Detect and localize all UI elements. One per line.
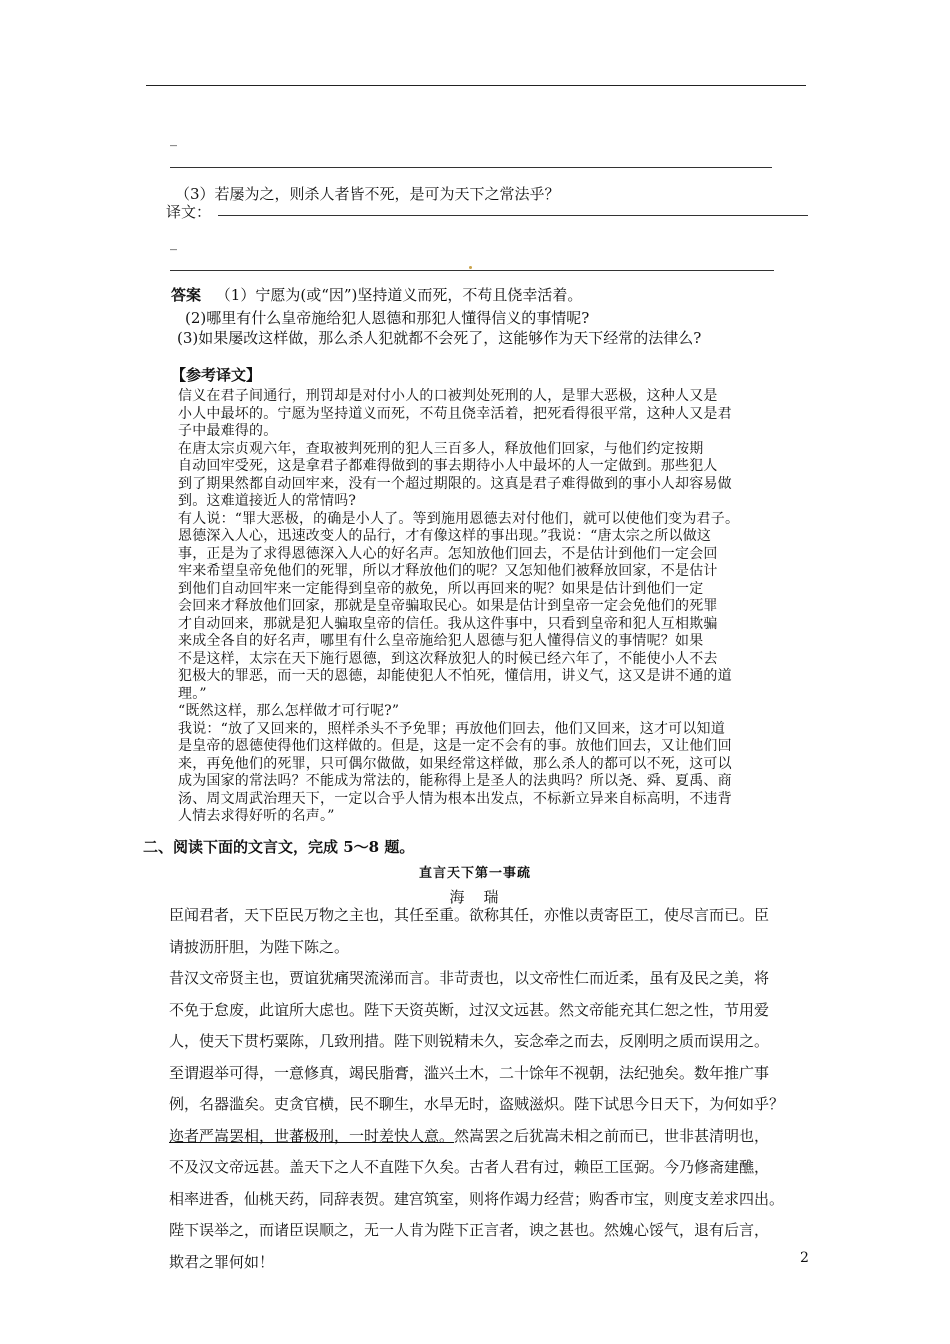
- answer-2: (2)哪里有什么皇帝施给犯人恩德和那犯人懂得信义的事情呢?: [185, 309, 590, 327]
- article-line: 人，使天下贯朽粟陈，几致刑措。陛下则锐精未久，妄念牵之而去，反刚明之质而误用之。: [169, 1032, 770, 1050]
- reference-line: 牢来希望皇帝免他们的死罪，所以才释放他们的呢？又怎知他们被释放回家，不是估计: [178, 563, 718, 579]
- question-3: （3）若屡为之，则杀人者皆不死，是可为天下之常法乎？: [175, 185, 560, 203]
- reference-line: “既然这样，那么怎样做才可行呢?”: [178, 703, 400, 719]
- reference-text: [178, 388, 818, 826]
- reference-line: 子中最难得的。: [178, 423, 278, 439]
- underlined-sentence: 迩者严嵩罢相，世蕃极刑，一时差快人意。: [169, 1126, 455, 1145]
- reference-line: 在唐太宗贞观六年，查取被判死刑的犯人三百多人，释放他们回家，与他们约定按期: [178, 440, 704, 457]
- reference-line: 事，正是为了求得恩德深入人心的好名声。怎知放他们回去，不是估计到他们一定会回: [178, 545, 718, 562]
- blank-dash: _: [170, 131, 177, 147]
- reference-heading: 【参考译文】: [171, 366, 262, 384]
- reference-line: 小人中最坏的。宁愿为坚持道义而死，不苟且侥幸活着，把死看得很平常，这种人又是君: [178, 405, 732, 422]
- article-line: 不免于怠废，此谊所大虑也。陛下天资英断，过汉文远甚。然文帝能充其仁恕之性，节用爱: [169, 1000, 770, 1019]
- article-line: 例，名器滥矣。吏贪官横，民不聊生，水旱无时，盗贼滋炽。陛下试思今日天下，为何如乎？: [169, 1095, 785, 1113]
- reference-line: 信义在君子间通行，刑罚却是对付小人的口被判处死刑的人，是罪大恶极，这种人又是: [178, 388, 718, 404]
- reference-line: 自动回牢受死，这是拿君子都难得做到的事去期待小人中最坏的人一定做到。那些犯人: [178, 458, 718, 474]
- reference-line: 来成全各自的好名声，哪里有什么皇帝施给犯人恩德与犯人懂得信义的事情呢？如果: [178, 633, 704, 649]
- answer-3: (3)如果屡改这样做，那么杀人犯就都不会死了，这能够作为天下经常的法律么?: [177, 329, 702, 347]
- blank-dash-2: _: [170, 235, 177, 251]
- reference-line: 犯极大的罪恶，而一天的恩德，却能使犯人不怕死，懂信用，讲义气，这又是讲不通的道: [178, 668, 732, 684]
- reference-line: 到他们自动回牢来一定能得到皇帝的赦免，所以再回来的呢？如果是估计到他们一定: [178, 580, 704, 597]
- article-title: 直言天下第一事疏: [418, 866, 531, 881]
- article-line-rest: 然嵩罢之后犹嵩未相之前而已，世非甚清明也，: [454, 1126, 770, 1145]
- translation-blank-line: [218, 215, 808, 216]
- reference-line: 理。”: [178, 685, 207, 702]
- answer-1: （1）宁愿为(或“因”)坚持道义而死，不苟且侥幸活着。: [215, 286, 583, 304]
- article-line: 欺君之罪何如！: [169, 1252, 275, 1271]
- reference-line: 来，再免他们的死罪，只可偶尔做做，如果经常这样做，那么杀人的都可以不死，这可以: [178, 755, 732, 772]
- article-line: 昔汉文帝贤主也，贾谊犹痛哭流涕而言。非苛责也，以文帝性仁而近柔，虽有及民之美，将: [169, 969, 770, 987]
- reference-line: 到。这难道接近人的常情吗?: [178, 493, 357, 509]
- article-line: 请披沥肝胆，为陛下陈之。: [169, 937, 350, 956]
- reference-line: 我说：“放了又回来的，照样杀头不予免罪；再放他们回去，他们又回来，这才可以知道: [178, 720, 725, 737]
- page-number: 2: [800, 1250, 809, 1266]
- reference-line: 才自动回来，那就是犯人骗取皇帝的信任。我从这件事中，只看到皇帝和犯人互相欺骗: [178, 615, 718, 632]
- article-line: 臣闻君者，天下臣民万物之主也，其任至重。欲称其任，亦惟以责寄臣工，使尽言而已。臣: [169, 906, 770, 924]
- reference-line: 会回来才释放他们回家，那就是皇帝骗取民心。如果是估计到皇帝一定会免他们的死罪: [178, 598, 718, 614]
- answer-blank-line-2: [170, 270, 774, 271]
- reference-line: 人情去求得好听的名声。”: [178, 808, 335, 824]
- article-line: 至谓遐举可得，一意修真，竭民脂膏，滥兴土木，二十馀年不视朝，法纪弛矣。数年推广事: [169, 1063, 770, 1082]
- reference-line: 不是这样，太宗在天下施行恩德，到这次释放犯人的时候已经六年了，不能使小人不去: [178, 650, 718, 667]
- reference-line: 恩德深入人心，迅速改变人的品行，才有像这样的事出现。”我说：“唐太宗之所以做这: [178, 528, 712, 544]
- reference-line: 汤、周文周武治理天下，一定以合乎人情为根本出发点，不标新立异来自标高明，不违背: [178, 790, 732, 807]
- reference-line: 成为国家的常法吗？不能成为常法的，能称得上是圣人的法典吗？所以尧、舜、夏禹、商: [178, 773, 732, 789]
- section-instruction: 二、阅读下面的文言文，完成 5～8 题。: [143, 838, 415, 856]
- reference-line: 到了期果然都自动回牢来，没有一个超过期限的。这真是君子难得做到的事小人却容易做: [178, 475, 732, 492]
- answer-label: 答案: [171, 286, 202, 304]
- article-author: 海 瑞: [449, 888, 501, 906]
- article-line: 不及汉文帝远甚。盖天下之人不直陛下久矣。古者人君有过，赖臣工匡弼。今乃修斋建醮，: [169, 1158, 770, 1176]
- answer-block: [171, 284, 582, 305]
- article-body: [169, 900, 819, 1278]
- reference-line: 是皇帝的恩德使得他们这样做的。但是，这是一定不会有的事。放他们回去，又让他们回: [178, 738, 732, 754]
- article-line: 相率进香，仙桃天药，同辞表贺。建宫筑室，则将作竭力经营；购香市宝，则度支差求四出。: [169, 1189, 785, 1208]
- article-line-underlined: [169, 1121, 819, 1153]
- dot-mark: [469, 266, 472, 269]
- article-line: 陛下误举之，而诸臣误顺之，无一人肯为陛下正言者，谀之甚也。然媿心馁气，退有后言，: [169, 1221, 770, 1239]
- answer-blank-line: [170, 167, 772, 168]
- header-rule: [146, 85, 806, 86]
- reference-line: 有人说：“罪大恶极，的确是小人了。等到施用恩德去对付他们，就可以使他们变为君子。: [178, 510, 740, 527]
- translation-prompt: 译文：: [166, 203, 212, 221]
